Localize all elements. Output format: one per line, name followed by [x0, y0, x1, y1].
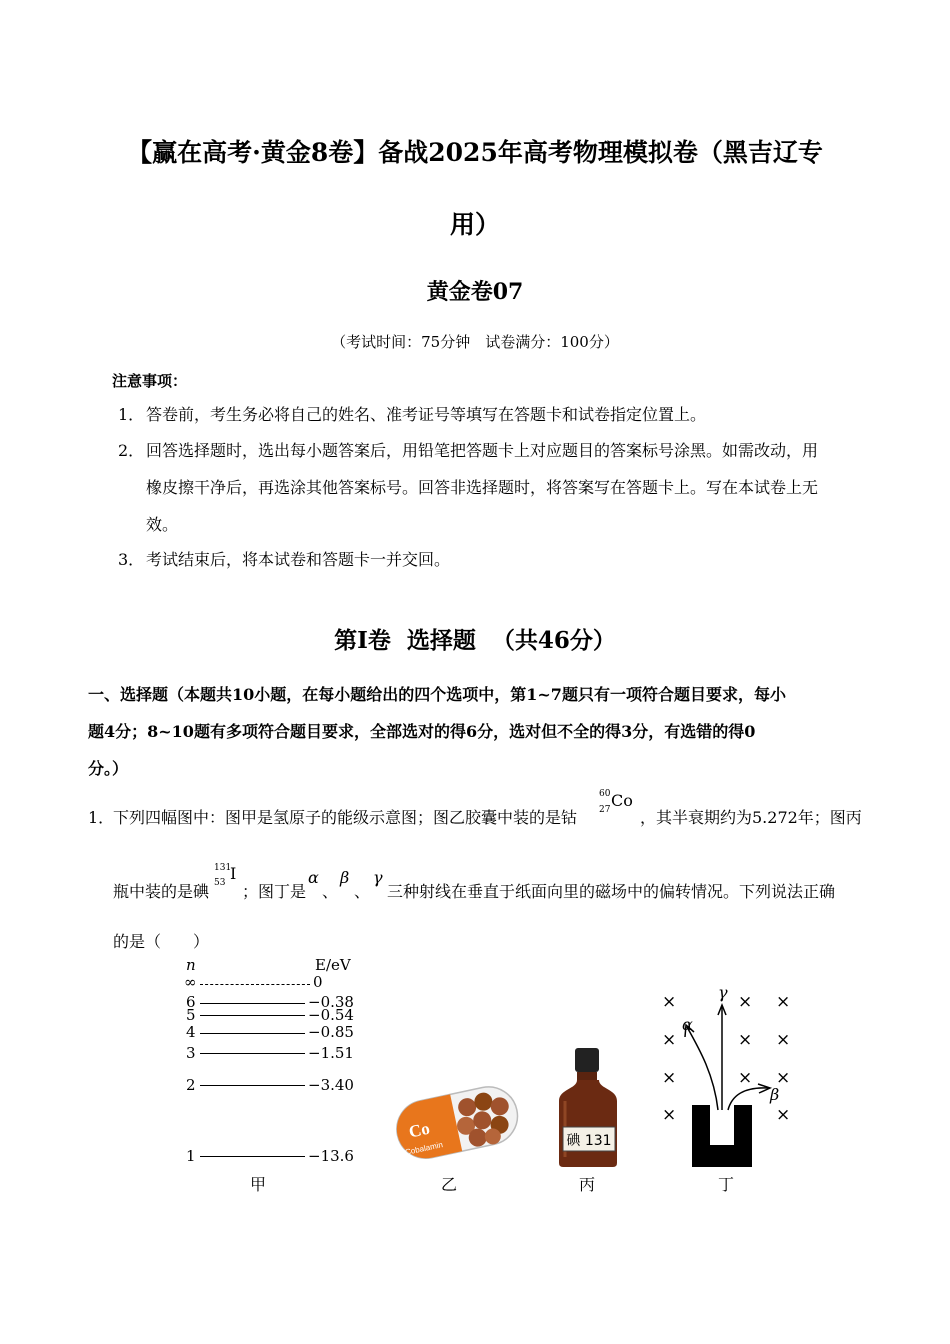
magnetic-field-cross: × — [662, 1030, 677, 1050]
alpha-symbol: α — [308, 868, 319, 887]
question-text: 下列四幅图中：图甲是氢原子的能级示意图；图乙胶囊中装的是钴 — [113, 808, 578, 827]
n-axis-label: n — [186, 956, 196, 974]
radiation-deflection-diagram — [652, 985, 802, 1170]
level-energy-label: −1.51 — [308, 1044, 354, 1062]
separator: 、 — [354, 882, 371, 901]
level-energy-label: −13.6 — [308, 1147, 354, 1165]
notice-item-line: 考试结束后，将本试卷和答题卡一并交回。 — [146, 550, 451, 569]
level-line — [200, 1015, 305, 1016]
energy-level-diagram — [180, 955, 380, 1195]
level-energy-label: −0.54 — [308, 1006, 354, 1024]
bottle-label: 碘 131 — [566, 1133, 612, 1149]
level-line — [200, 1003, 305, 1004]
gamma-symbol: γ — [373, 868, 383, 887]
gamma-ray-label: γ — [718, 983, 728, 1002]
magnetic-field-cross: × — [662, 1105, 677, 1125]
iodine-bottle-image — [555, 1045, 621, 1170]
level-n-label: 3 — [186, 1044, 196, 1062]
level-n-label: 4 — [186, 1023, 196, 1041]
magnetic-field-cross: × — [738, 992, 753, 1012]
beta-symbol: β — [340, 868, 350, 887]
magnetic-field-cross: × — [776, 1105, 791, 1125]
notice-item-line: 橡皮擦干净后，再选涂其他答案标号。回答非选择题时，将答案写在答题卡上。写在本试卷上无 — [146, 478, 819, 497]
question-text: ，其半衰期约为5.272年；图丙 — [640, 808, 862, 827]
question-text: 瓶中装的是碘 — [113, 882, 210, 901]
notice-item-line: 回答选择题时，选出每小题答案后，用铅笔把答题卡上对应题目的答案标号涂黑。如需改动，用 — [146, 441, 819, 460]
level-line-infinity — [200, 984, 310, 985]
notice-item-num: 2． — [118, 441, 145, 460]
iodine-mass-number: 131 — [214, 863, 232, 873]
volume-title: 黄金卷07 — [426, 279, 524, 305]
cobalt-symbol: Co — [611, 791, 633, 810]
iodine-symbol: I — [230, 864, 237, 883]
figure-caption-jia: 甲 — [250, 1175, 267, 1194]
exam-info: （考试时间：75分钟 试卷满分：100分） — [331, 333, 619, 351]
magnetic-field-cross: × — [776, 1030, 791, 1050]
level-energy-label: 0 — [313, 973, 323, 991]
capsule-sublabel: Cobalamin — [404, 1140, 444, 1157]
section-instructions: 分。） — [88, 759, 129, 778]
level-line — [200, 1033, 305, 1034]
level-n-label: 6 — [186, 993, 196, 1011]
notice-item-num: 1． — [118, 405, 145, 424]
document-title-line1: 【赢在高考·黄金8卷】备战2025年高考物理模拟卷（黑吉辽专 — [127, 138, 823, 167]
level-energy-label: −0.85 — [308, 1023, 354, 1041]
level-n-label: 5 — [186, 1006, 196, 1024]
level-energy-label: −0.38 — [308, 993, 354, 1011]
level-line — [200, 1053, 305, 1054]
level-n-label: ∞ — [184, 973, 197, 991]
iodine-atomic-number: 53 — [214, 878, 226, 888]
separator: 、 — [322, 882, 339, 901]
notice-item-num: 3． — [118, 550, 145, 569]
question-text: 三种射线在垂直于纸面向里的磁场中的偏转情况。下列说法正确 — [387, 882, 836, 901]
figure-caption-bing: 丙 — [579, 1175, 596, 1194]
section-instructions: 题4分；8~10题有多项符合题目要求，全部选对的得6分，选对但不全的得3分，有选错的得0 — [88, 722, 756, 741]
cobalt-capsule-image — [388, 1080, 523, 1165]
capsule-label: Co — [407, 1118, 432, 1142]
cobalt-atomic-number: 27 — [599, 805, 611, 815]
magnetic-field-cross: × — [776, 992, 791, 1012]
cobalt-mass-number: 60 — [599, 789, 611, 799]
document-title-line2: 用） — [449, 210, 500, 239]
section-instructions: 一、选择题（本题共10小题，在每小题给出的四个选项中，第1~7题只有一项符合题目要求，每小 — [88, 685, 786, 704]
beta-ray-label: β — [770, 1085, 780, 1104]
level-energy-label: −3.40 — [308, 1076, 354, 1094]
notice-item-line: 效。 — [146, 515, 179, 534]
question-text: 的是（ ） — [113, 932, 210, 951]
figure-caption-yi: 乙 — [441, 1175, 458, 1194]
energy-axis-label: E/eV — [315, 956, 351, 974]
magnetic-field-cross: × — [738, 1068, 753, 1088]
level-n-label: 1 — [186, 1147, 196, 1165]
magnetic-field-cross: × — [662, 1068, 677, 1088]
level-n-label: 2 — [186, 1076, 196, 1094]
magnetic-field-cross: × — [662, 992, 677, 1012]
question-number: 1． — [88, 808, 115, 827]
figure-caption-ding: 丁 — [718, 1175, 735, 1194]
notice-heading-text: 注意事项： — [112, 372, 188, 390]
level-line — [200, 1085, 305, 1086]
level-line — [200, 1156, 305, 1157]
section-title: 第Ⅰ卷 选择题 （共46分） — [334, 627, 616, 654]
notice-item-line: 答卷前，考生务必将自己的姓名、准考证号等填写在答题卡和试卷指定位置上。 — [146, 405, 707, 424]
magnetic-field-cross: × — [738, 1030, 753, 1050]
magnetic-field-cross: × — [776, 1068, 791, 1088]
alpha-ray-label: α — [682, 1015, 693, 1034]
question-text: ；图丁是 — [242, 882, 307, 901]
